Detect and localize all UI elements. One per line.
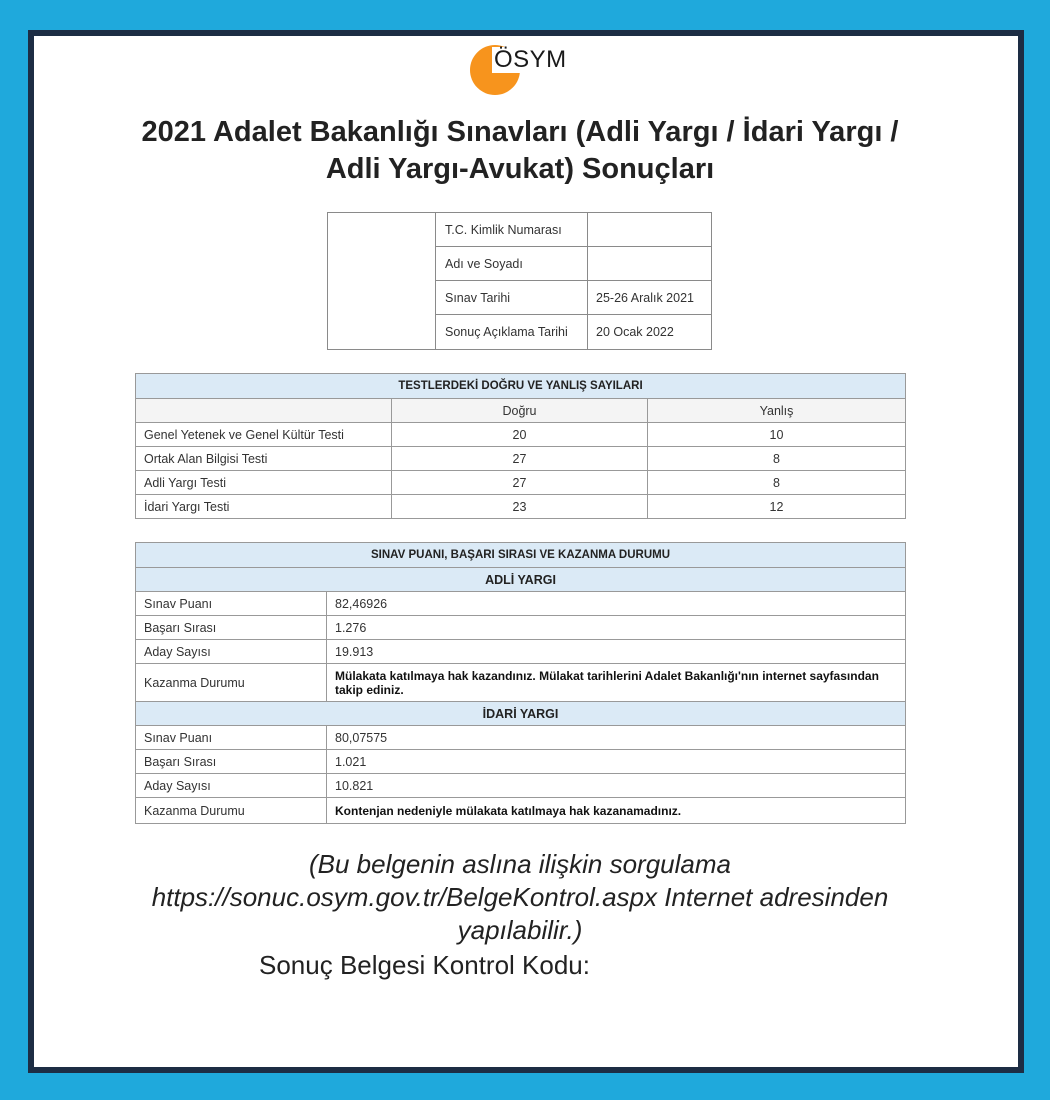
test-name: Ortak Alan Bilgisi Testi (136, 447, 392, 471)
control-code-label: Sonuç Belgesi Kontrol Kodu: (259, 950, 590, 980)
table-row (136, 664, 906, 702)
test-correct: 20 (392, 423, 648, 447)
test-name: Adli Yargı Testi (136, 471, 392, 495)
row-label: Sınav Puanı (136, 726, 327, 750)
table-row (136, 447, 906, 471)
row-label: Aday Sayısı (136, 640, 327, 664)
table-row (136, 616, 906, 640)
info-row (436, 281, 711, 315)
row-label: Aday Sayısı (136, 774, 327, 798)
status-text: Kontenjan nedeniyle mülakata katılmaya hak kazanamadınız. (327, 798, 906, 824)
section-title: İDARİ YARGI (136, 702, 906, 726)
info-row (436, 315, 711, 349)
info-label: Adı ve Soyadı (436, 247, 588, 280)
col-correct-header: Doğru (392, 399, 648, 423)
photo-placeholder (328, 213, 436, 349)
test-wrong: 8 (648, 471, 906, 495)
row-label: Kazanma Durumu (136, 798, 327, 824)
section-title: ADLİ YARGI (136, 568, 906, 592)
test-wrong: 8 (648, 447, 906, 471)
test-correct: 27 (392, 447, 648, 471)
table-row (136, 726, 906, 750)
test-wrong: 10 (648, 423, 906, 447)
info-label: T.C. Kimlik Numarası (436, 213, 588, 246)
test-name: İdari Yargı Testi (136, 495, 392, 519)
document-title: 2021 Adalet Bakanlığı Sınavları (Adli Yargı / İdari Yargı / Adli Yargı-Avukat) Sonuçları (141, 116, 899, 185)
col-wrong-header: Yanlış (648, 399, 906, 423)
info-row (436, 213, 711, 247)
info-value: 25-26 Aralık 2021 (596, 291, 694, 305)
table-row (136, 798, 906, 824)
exam-score: 80,07575 (327, 726, 906, 750)
table-row (136, 592, 906, 616)
results-table (135, 542, 906, 824)
test-correct: 23 (392, 495, 648, 519)
table-row (136, 750, 906, 774)
info-value: 20 Ocak 2022 (596, 325, 674, 339)
tests-table (135, 373, 906, 519)
table-row (136, 471, 906, 495)
table-row (136, 423, 906, 447)
candidate-info-box (327, 212, 712, 350)
success-rank: 1.021 (327, 750, 906, 774)
row-label: Kazanma Durumu (136, 664, 327, 702)
table-row (136, 774, 906, 798)
osym-logo (470, 45, 590, 97)
info-row (436, 247, 711, 281)
row-label: Başarı Sırası (136, 616, 327, 640)
info-label: Sınav Tarihi (436, 281, 588, 314)
status-text: Mülakata katılmaya hak kazandınız. Mülakat tarihlerini Adalet Bakanlığı'nın internet sayfasından takip ediniz. (327, 664, 906, 702)
info-label: Sonuç Açıklama Tarihi (436, 315, 588, 349)
exam-score: 82,46926 (327, 592, 906, 616)
verification-note: (Bu belgenin aslına ilişkin sorgulama https://sonuc.osym.gov.tr/BelgeKontrol.aspx Internet adresinden yapılabilir.) (151, 849, 889, 945)
results-header: SINAV PUANI, BAŞARI SIRASI VE KAZANMA DURUMU (136, 543, 906, 568)
test-name: Genel Yetenek ve Genel Kültür Testi (136, 423, 392, 447)
table-row (136, 495, 906, 519)
candidate-count: 10.821 (327, 774, 906, 798)
logo-text: ÖSYM (494, 46, 567, 73)
table-row (136, 640, 906, 664)
candidate-count: 19.913 (327, 640, 906, 664)
tests-header: TESTLERDEKİ DOĞRU VE YANLIŞ SAYILARI (136, 374, 906, 399)
success-rank: 1.276 (327, 616, 906, 640)
row-label: Sınav Puanı (136, 592, 327, 616)
test-wrong: 12 (648, 495, 906, 519)
row-label: Başarı Sırası (136, 750, 327, 774)
test-correct: 27 (392, 471, 648, 495)
